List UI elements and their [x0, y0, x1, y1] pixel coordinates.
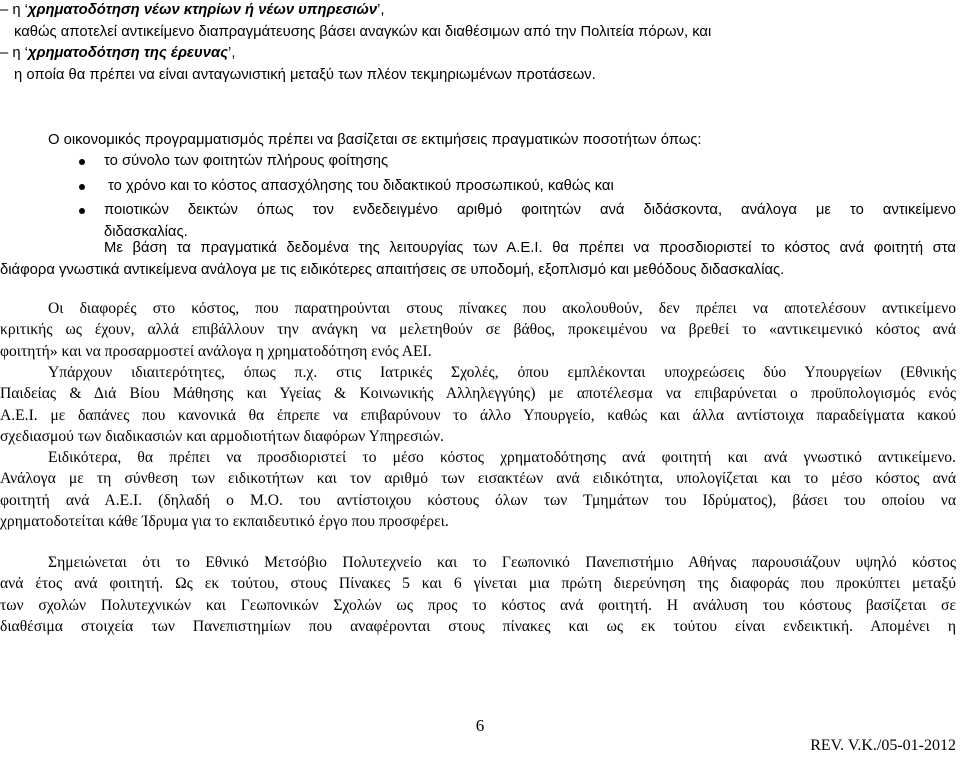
list-item-text: ποιοτικών δεικτών όπως τον ενδεδειγμένο αριθμό φοιτητών ανά διδάσκοντα, ανάλογα με το αντικείμενο: [104, 202, 956, 218]
bullet-icon: [79, 208, 85, 214]
paragraph-line: των σχολών Πολυτεχνικών και Γεωπονικών Σχολών ως προς το κόστος ανά φοιτητή. Η ανάλυση του κόστους βασίζεται σε: [0, 596, 956, 614]
paragraph-line: φοιτητή» και να προσαρμοστεί ανάλογα η χρηματοδότηση ενός ΑΕΙ.: [0, 342, 432, 360]
quote-suffix: ’,: [377, 2, 385, 18]
funding-line-research: [0, 43, 956, 65]
funding-categories: [0, 0, 956, 86]
quote-suffix: ’,: [228, 45, 236, 61]
list-item-text: διδασκαλίας.: [104, 223, 188, 240]
funding-line-negotiation: καθώς αποτελεί αντικείμενο διαπραγμάτευσης βάσει αναγκών και διαθέσιμων από την Πολιτεία πόρων, και: [14, 23, 712, 40]
paragraph-line: Α.Ε.Ι. με δαπάνες που κανονικά θα έπρεπε να επιβαρύνουν το άλλο Υπουργείο, καθώς και άλλα αντίστοιχα παραδείγματα κακού: [0, 406, 956, 424]
bullet-icon: [79, 159, 85, 165]
list-item: [0, 151, 956, 173]
paragraph-line: Παιδείας & Διά Βίου Μάθησης και Υγείας & Κοινωνικής Αλληλεγγύης) με αποτέλεσμα να επιβαρύνεται ο προϋπολογισμός ενός: [0, 385, 956, 403]
bullet-icon: [79, 184, 85, 190]
list-item: [0, 176, 956, 198]
funding-line-new-buildings: [0, 0, 956, 22]
paragraph-line: Ανάλογα με τη σύνθεση των ειδικοτήτων και τον αριθμό των εισακτέων ανά ειδικότητα, υπολογίζεται και το μέσο κόστος ανά: [0, 470, 956, 488]
paragraph-line: Υπάρχουν ιδιαιτερότητες, όπως π.χ. στις Ιατρικές Σχολές, όπου εμπλέκονται υποχρεώσεις δύο Υπουργείων (Εθνικής: [48, 364, 956, 381]
list-item: [0, 200, 956, 222]
paragraph-line: διαθέσιμα στοιχεία των Πανεπιστημίων που αναφέρονται στους πίνακες και ως εκ τούτου είναι ενδεικτική. Απομένει η: [0, 617, 956, 635]
quantities-list: [0, 151, 956, 243]
dash-prefix: – η ‘: [0, 2, 28, 18]
differences-paragraph: [0, 298, 956, 362]
list-item-text: το σύνολο των φοιτητών πλήρους φοίτησης: [104, 153, 389, 169]
intro-line: Ο οικονομικός προγραμματισμός πρέπει να βασίζεται σε εκτιμήσεις πραγματικών ποσοτήτων όπως:: [48, 132, 702, 148]
bold-term-new-buildings: χρηματοδότηση νέων κτηρίων ή νέων υπηρεσιών: [27, 2, 378, 18]
paragraph-line: διάφορα γνωστικά αντικείμενα ανάλογα με τις ειδικότερες απαιτήσεις σε υποδομή, εξοπλισμό και μεθόδους διδασκαλίας.: [0, 261, 785, 278]
basis-paragraph: [0, 238, 956, 281]
paragraph-line: κριτικής ως έχουν, αλλά επιβάλλουν την ανάγκη να μελετηθούν σε βάθος, προκειμένου να βρεθεί το «αντικειμενικό κόστος ανά: [0, 321, 956, 339]
paragraph-line: φοιτητή ανά Α.Ε.Ι. (δηλαδή ο Μ.Ο. του αντίστοιχου κόστους όλων των Τμημάτων του Ιδρύματος), βάσει του οποίου να: [0, 491, 956, 509]
funding-line-competitive: η οποία θα πρέπει να είναι ανταγωνιστική μεταξύ των πλέον τεκμηριωμένων προτάσεων.: [14, 66, 596, 83]
bold-term-research: χρηματοδότηση της έρευνας: [27, 45, 229, 61]
dash-prefix: – η ‘: [0, 45, 28, 61]
paragraph-line: χρηματοδοτείται κάθε Ίδρυμα για το εκπαιδευτικό έργο που προσφέρει.: [0, 512, 449, 530]
paragraph-line: Σημειώνεται ότι το Εθνικό Μετσόβιο Πολυτεχνείο και το Γεωπονικό Πανεπιστήμιο Αθήνας παρουσιάζουν υψηλό κόστος: [48, 554, 956, 571]
paragraph-line: Οι διαφορές στο κόστος, που παρατηρούνται στους πίνακες που ακολουθούν, δεν πρέπει να αποτελέσουν αντικείμενο: [48, 300, 956, 317]
specifics-paragraph: [0, 362, 956, 447]
paragraph-line: σχεδιασμού των διαδικασιών και αρμοδιοτήτων διαφόρων Υπηρεσιών.: [0, 427, 444, 445]
paragraph-line: Με βάση τα πραγματικά δεδομένα της λειτουργίας των Α.Ε.Ι. θα πρέπει να προσδιοριστεί το κόστος ανά φοιτητή στα: [104, 240, 956, 256]
planning-intro: [0, 130, 956, 152]
specifically-paragraph: [0, 447, 956, 532]
ntua-paragraph: [0, 552, 956, 637]
paragraph-line: Ειδικότερα, θα πρέπει να προσδιοριστεί το μέσο κόστος χρηματοδότησης ανά φοιτητή και ανά γνωστικό αντικείμενο.: [48, 449, 956, 466]
page-number: 6: [475, 716, 485, 735]
paragraph-line: ανά έτος ανά φοιτητή. Ως εκ τούτου, στους Πίνακες 5 και 6 γίνεται μια πρώτη διερεύνηση της διαφοράς που προκύπτει μεταξύ: [0, 575, 956, 593]
list-item-text: το χρόνο και το κόστος απασχόλησης του διδακτικού προσωπικού, καθώς και: [108, 177, 614, 194]
revision-label: REV. V.K./05-01-2012: [810, 737, 956, 754]
